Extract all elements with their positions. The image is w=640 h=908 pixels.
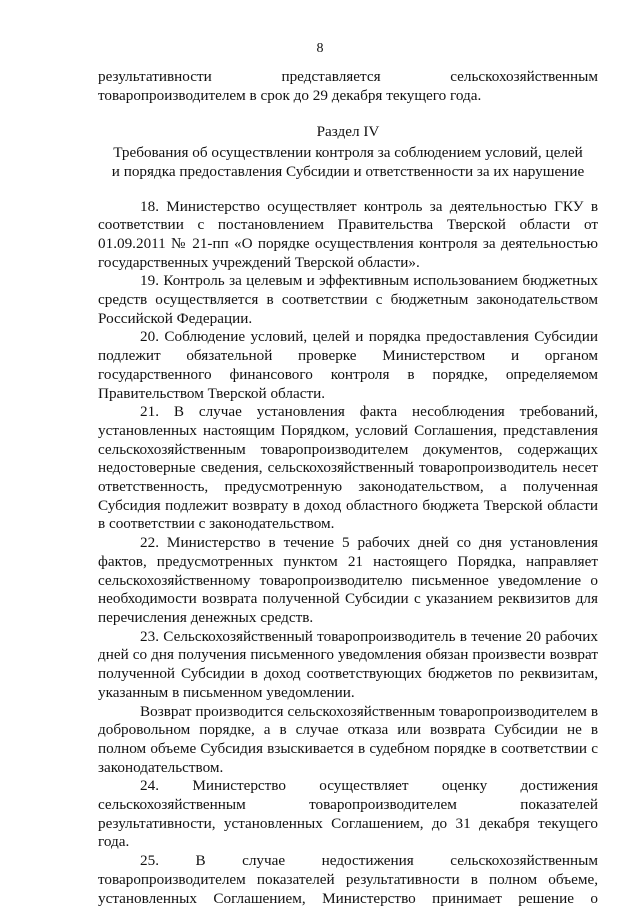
- paragraph-19: 19. Контроль за целевым и эффективным использованием бюджетных средств осуществляется в соответствии с бюджетным законодательством Российской Федерации.: [98, 272, 598, 327]
- paragraph-20: 20. Соблюдение условий, целей и порядка предоставления Субсидии подлежит обязательной проверке Министерством и органом государственного финансового контроля в порядке, определяемом Правительством Тверской области.: [98, 328, 598, 402]
- section-subtitle-line-1: Требования об осуществлении контроля за соблюдением условий, целей: [113, 144, 583, 162]
- paragraph-24: 24. Министерство осуществляет оценку достижения сельскохозяйственным товаропроизводителем показателей результативности, установленных Соглашением, до 31 декабря текущего года.: [98, 777, 598, 851]
- paragraph-23-return: Возврат производится сельскохозяйственным товаропроизводителем в добровольном порядке, а в случае отказа или возврата Субсидии не в полном объеме Субсидия взыскивается в судебном порядке в соответствии с законодательством.: [98, 702, 598, 776]
- paragraph-21: 21. В случае установления факта несоблюдения требований, установленных настоящим Порядком, условий Соглашения, представления сельскохозяйственным товаропроизводителем документов, содержащих недостоверные сведения, сельскохозяйственный товаропроизводитель несет ответственность, предусмотренную законодательством, а полученная Субсидия подлежит возврату в доход областного бюджета Тверской области в соответствии с законодательством.: [98, 403, 598, 533]
- intro-line-2: товаропроизводителем в срок до 29 декабря текущего года.: [98, 86, 482, 104]
- intro-line-1: результативности представляется сельскохозяйственным: [98, 68, 598, 85]
- section-subtitle: [98, 144, 598, 181]
- paragraph-22: 22. Министерство в течение 5 рабочих дней со дня установления фактов, предусмотренных пунктом 21 настоящего Порядка, направляет сельскохозяйственному товаропроизводителю письменное уведомление о необходимости возврата полученной Субсидии с указанием реквизитов для перечисления денежных средств.: [98, 534, 598, 626]
- paragraph-25: 25. В случае недостижения сельскохозяйственным товаропроизводителем показателей результативности в полном объеме, установленных Соглашением, Министерство принимает решение о: [98, 852, 598, 907]
- section-subtitle-line-2: и порядка предоставления Субсидии и ответственности за их нарушение: [111, 162, 585, 180]
- paragraph-23: 23. Сельскохозяйственный товаропроизводитель в течение 20 рабочих дней со дня получения письменного уведомления обязан произвести возврат полученной Субсидии в доход соответствующих бюджетов по реквизитам, указанным в письменном уведомлении.: [98, 627, 598, 701]
- page-number: 8: [316, 41, 324, 56]
- paragraph-18: 18. Министерство осуществляет контроль за деятельностью ГКУ в соответствии с постановлением Правительства Тверской области от 01.09.2011 № 21-пп «О порядке осуществления контроля за деятельностью государственных учреждений Тверской области».: [98, 197, 598, 271]
- document-body: [98, 68, 598, 908]
- section-title: Раздел IV: [316, 123, 380, 141]
